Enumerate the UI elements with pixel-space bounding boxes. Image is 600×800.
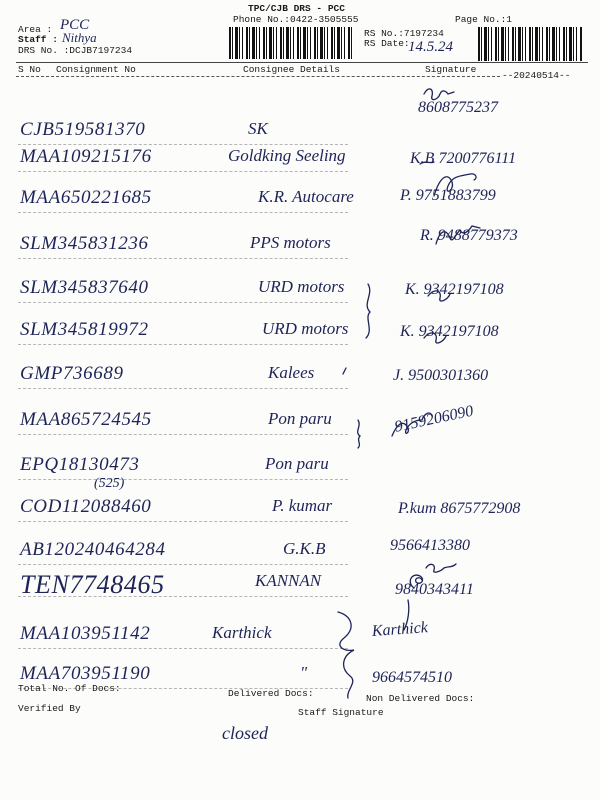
row-underline bbox=[18, 648, 348, 649]
receiver-signature: P. 9751883799 bbox=[400, 187, 496, 204]
receiver-signature: R. 9488779373 bbox=[420, 227, 518, 244]
staff-value: Nithya bbox=[62, 30, 97, 45]
row-underline bbox=[18, 596, 348, 597]
rs-barcode bbox=[478, 27, 582, 61]
table-row bbox=[0, 362, 600, 392]
consignee-name: Kalees bbox=[268, 363, 315, 382]
phone-number: Phone No.:0422-3505555 bbox=[233, 14, 359, 25]
run-date-marker: --20240514-- bbox=[502, 70, 571, 81]
consignee-name: URD motors bbox=[262, 319, 349, 338]
table-row bbox=[0, 402, 600, 438]
table-row bbox=[0, 453, 600, 483]
column-header-sno: S No bbox=[18, 64, 41, 75]
receiver-signature: K.B 7200776111 bbox=[410, 150, 517, 167]
receiver-signature: 8608775237 bbox=[418, 99, 498, 116]
area-value: PCC bbox=[60, 17, 90, 33]
sheet-title: TPC/CJB DRS - PCC bbox=[248, 3, 345, 14]
row-underline bbox=[18, 302, 348, 303]
drs-barcode bbox=[229, 27, 353, 59]
table-row bbox=[0, 276, 600, 306]
receiver-signature: Karthick bbox=[371, 619, 429, 640]
row-underline bbox=[18, 521, 348, 522]
row-underline bbox=[18, 434, 348, 435]
closed-note: closed bbox=[222, 723, 268, 743]
consignee-name: Goldking Seeling bbox=[228, 146, 346, 165]
total-docs-label: Total No. Of Docs: bbox=[18, 683, 121, 694]
header-divider bbox=[16, 62, 588, 63]
consignment-number: SLM345831236 bbox=[20, 233, 149, 254]
column-divider bbox=[16, 76, 500, 77]
verified-by-label: Verified By bbox=[18, 703, 81, 714]
receiver-signature: J. 9500301360 bbox=[393, 367, 489, 384]
consignee-name: KANNAN bbox=[255, 571, 322, 590]
consignment-number: MAA865724545 bbox=[20, 409, 152, 430]
table-row bbox=[0, 538, 600, 568]
drs-number: DRS No. :DCJB7197234 bbox=[18, 45, 133, 56]
table-row bbox=[0, 186, 600, 216]
row-underline bbox=[18, 479, 348, 480]
table-row bbox=[0, 476, 600, 525]
consignment-number: SLM345819972 bbox=[20, 319, 149, 340]
receiver-signature: 9664574510 bbox=[372, 669, 452, 686]
page-number: Page No.:1 bbox=[455, 14, 513, 25]
table-row bbox=[0, 145, 600, 175]
staff-label: Staff : bbox=[18, 34, 58, 45]
consignment-number: MAA703951190 bbox=[20, 663, 151, 684]
consignee-name: P. kumar bbox=[272, 496, 333, 515]
receiver-signature: 9840343411 bbox=[395, 581, 474, 598]
delivered-docs-label: Delivered Docs: bbox=[228, 688, 314, 699]
column-header-consignment: Consignment No bbox=[56, 64, 136, 75]
receiver-signature: K. 9342197108 bbox=[400, 323, 499, 340]
consignment-number: MAA103951142 bbox=[20, 623, 151, 644]
receiver-signature: P.kum 8675772908 bbox=[398, 500, 521, 517]
column-header-consignee: Consignee Details bbox=[243, 64, 340, 75]
rs-number: RS No.:7197234 bbox=[364, 28, 444, 39]
row-underline bbox=[18, 212, 348, 213]
consignment-number: COD112088460 bbox=[20, 496, 152, 517]
consignment-number: TEN7748465 bbox=[20, 570, 165, 599]
table-row bbox=[0, 619, 600, 652]
consignment-number: MAA650221685 bbox=[20, 187, 152, 208]
consignee-name: SK bbox=[248, 119, 268, 138]
consignment-number: EPQ18130473 bbox=[20, 454, 140, 475]
table-row bbox=[0, 318, 600, 348]
consignment-number: GMP736689 bbox=[20, 363, 124, 384]
consignee-name: K.R. Autocare bbox=[258, 187, 354, 206]
row-underline bbox=[18, 171, 348, 172]
consignment-number: CJB519581370 bbox=[20, 119, 146, 140]
rs-date-value: 14.5.24 bbox=[408, 39, 453, 55]
receiver-signature: K. 9342197108 bbox=[405, 281, 504, 298]
area-label: Area : bbox=[18, 24, 53, 35]
consignment-number: SLM345837640 bbox=[20, 277, 149, 298]
table-row bbox=[0, 227, 600, 262]
staff-signature-label: Staff Signature bbox=[298, 707, 384, 718]
non-delivered-docs-label: Non Delivered Docs: bbox=[366, 693, 475, 704]
row-underline bbox=[18, 258, 348, 259]
consignment-number: MAA109215176 bbox=[20, 146, 152, 167]
receiver-signature: 9159206090 bbox=[393, 402, 475, 436]
consignee-name: PPS motors bbox=[250, 233, 331, 252]
rs-date-label: RS Date: bbox=[364, 38, 410, 49]
consignee-name: Pon paru bbox=[265, 454, 329, 473]
row-note: (525) bbox=[94, 476, 125, 491]
row-underline bbox=[18, 564, 348, 565]
table-row bbox=[0, 99, 600, 148]
consignee-name: G.K.B bbox=[283, 539, 326, 558]
consignee-name: Pon paru bbox=[268, 409, 332, 428]
row-underline bbox=[18, 344, 348, 345]
signature-scribble bbox=[424, 89, 454, 100]
consignment-number: AB120240464284 bbox=[20, 539, 166, 560]
column-header-signature: Signature bbox=[425, 64, 477, 75]
receiver-signature: 9566413380 bbox=[390, 537, 470, 554]
consignee-name: Karthick bbox=[212, 623, 272, 642]
consignee-name: " bbox=[300, 663, 308, 682]
table-row bbox=[0, 570, 600, 600]
consignee-name: URD motors bbox=[258, 277, 345, 296]
row-underline bbox=[18, 388, 348, 389]
